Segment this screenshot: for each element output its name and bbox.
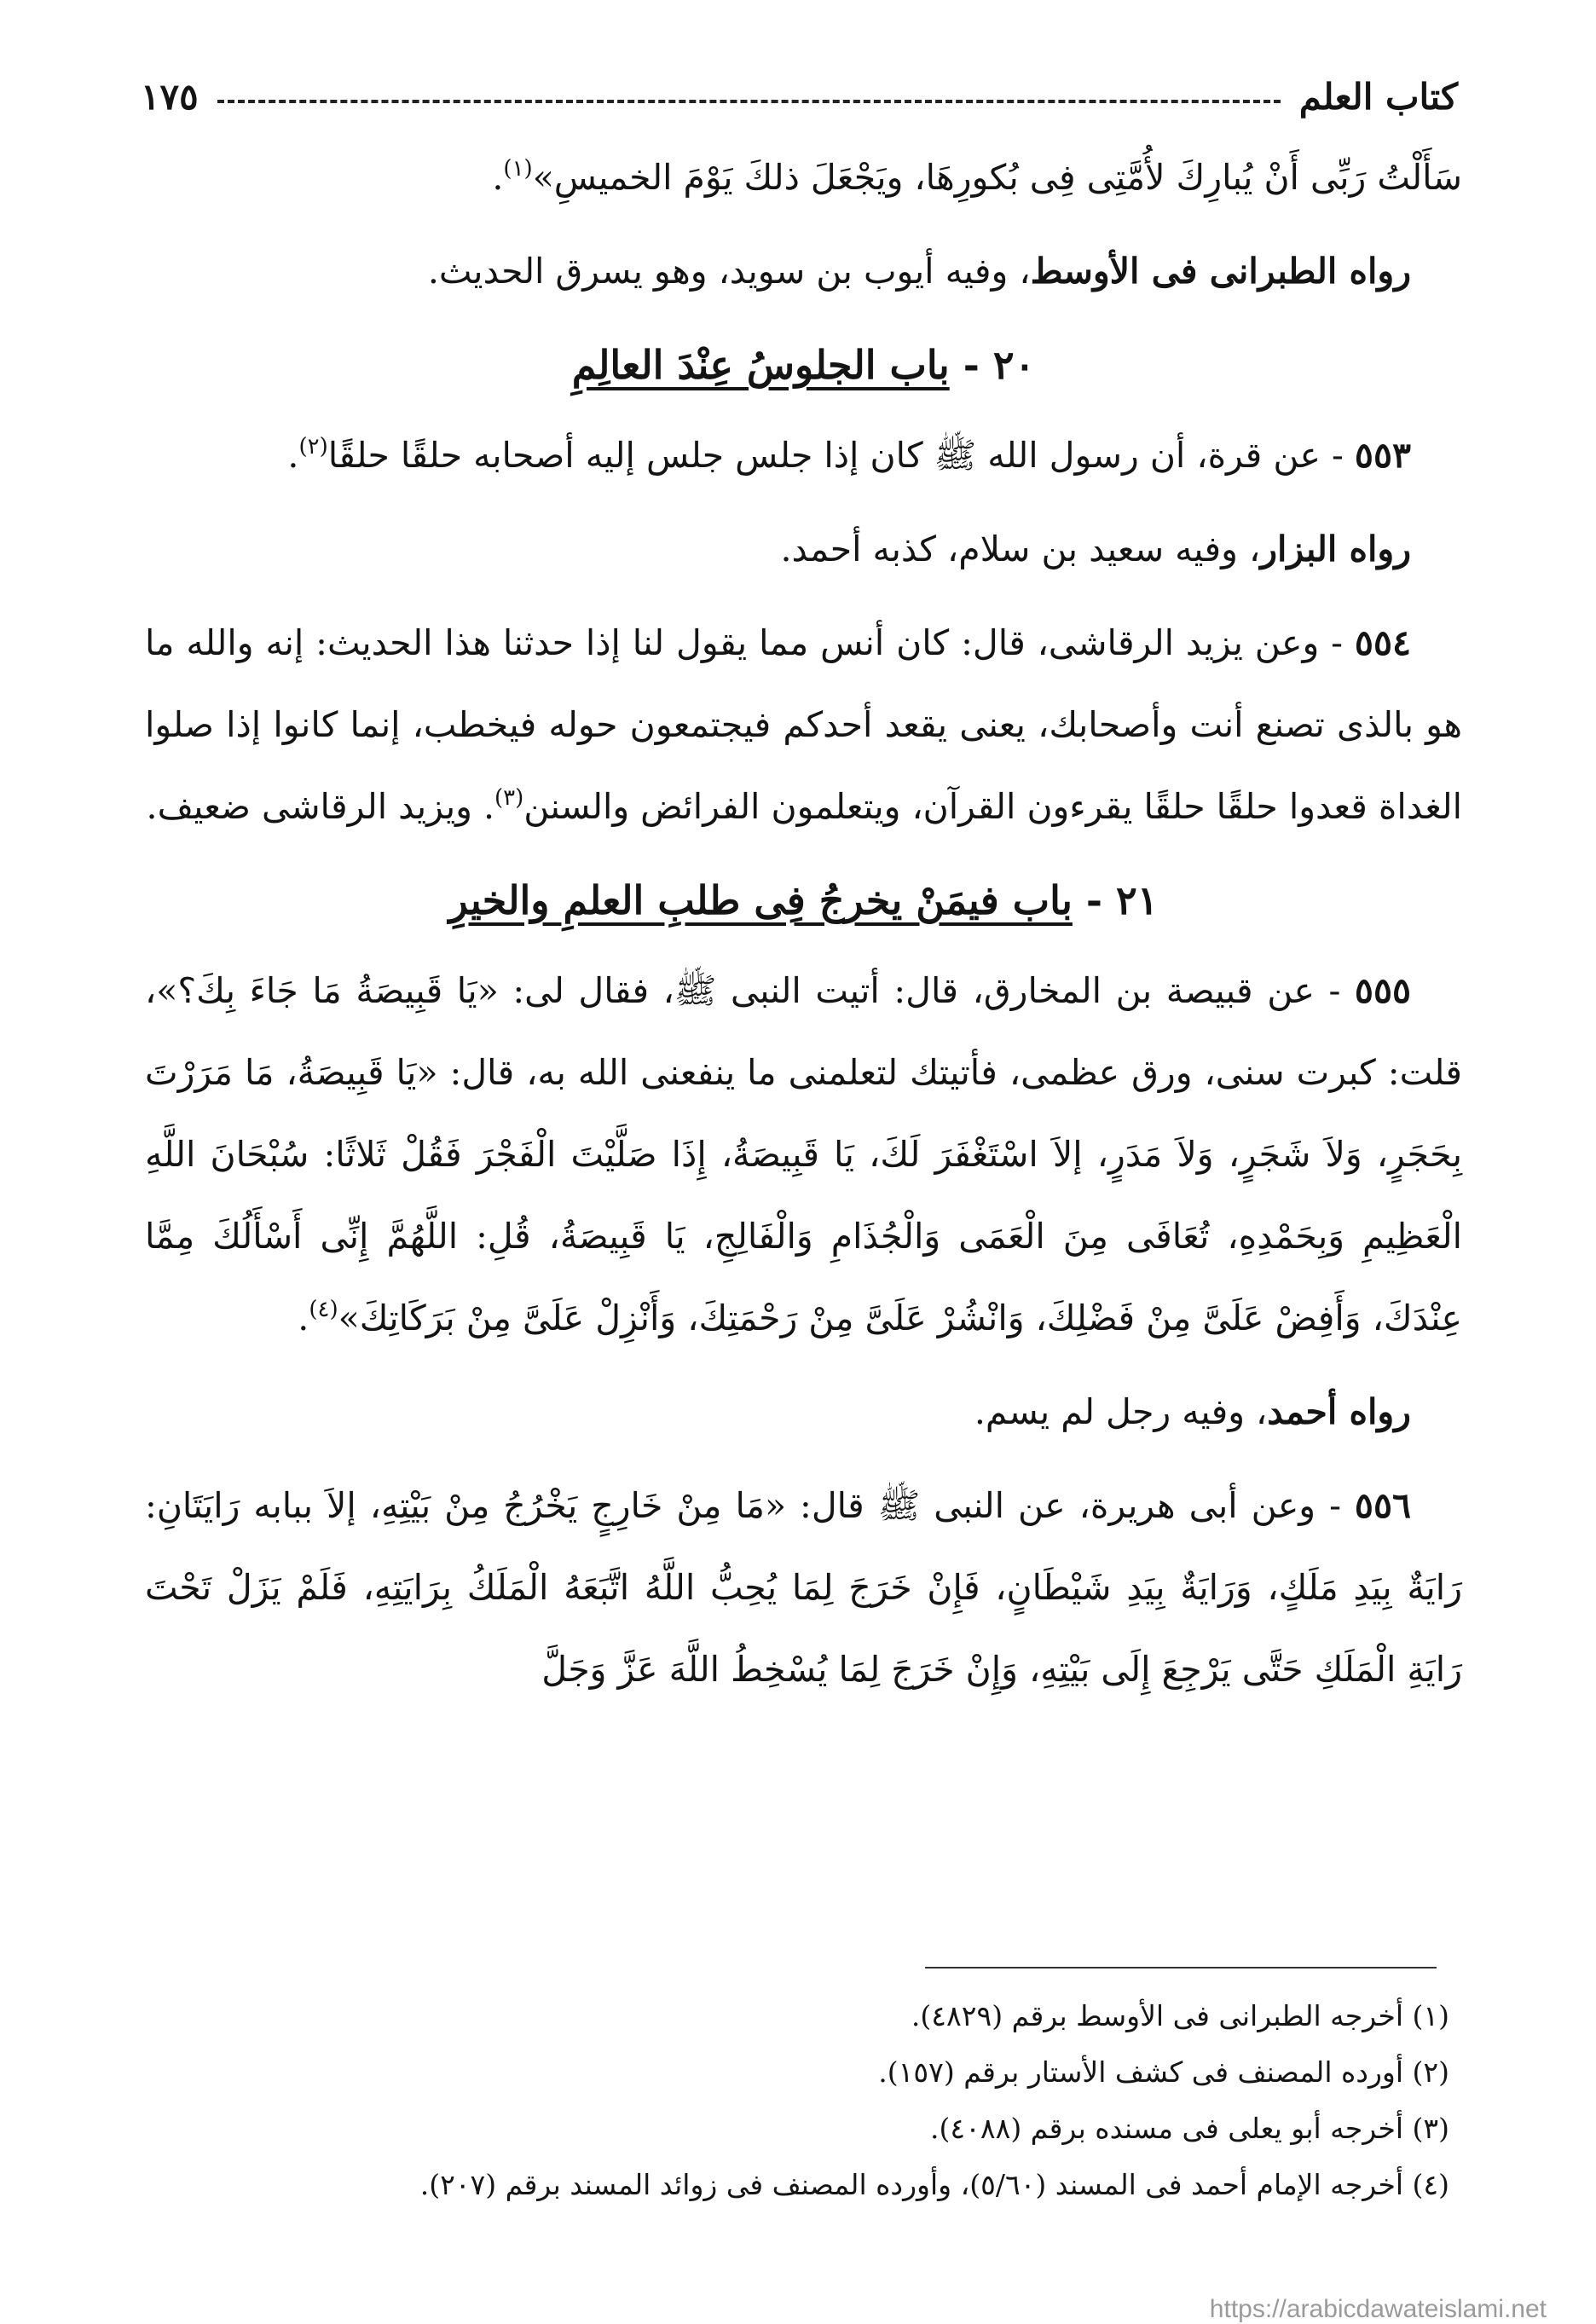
- hadith-text: - وعن أبى هريرة، عن النبى ﷺ قال: «مَا مِنْ خَارِجٍ يَخْرُجُ مِنْ بَيْتِهِ، إلاَ ببابه رَايَتَانِ: رَايَةٌ بِيَدِ مَلَكٍ، وَرَايَةٌ بِيَدِ شَيْطَانٍ، فَإِنْ خَرَجَ لِمَا يُحِبُّ اللَّهُ اتَّبَعَهُ الْمَلَكُ بِرَايَتِهِ، فَلَمْ يَزَلْ تَحْتَ رَايَةِ الْمَلَكِ حَتَّى يَرْجِعَ إِلَى بَيْتِهِ، وَإِنْ خَرَجَ لِمَا يُسْخِطُ اللَّهَ عَزَّ وَجَلَّ: [145, 1485, 1462, 1690]
- footnote-ref: (٤): [309, 1297, 338, 1322]
- footnote-ref: (٣): [494, 785, 524, 811]
- book-title: كتاب العلم: [1298, 75, 1458, 118]
- chapter-heading-21: [145, 859, 1462, 941]
- narration-source: رواه الطبرانى فى الأوسط: [1030, 251, 1411, 292]
- footnote-4: (٤) أخرجه الإمام أحمد فى المسند (٥/٦٠)، وأورده المصنف فى زوائد المسند برقم (٢٠٧).: [419, 2168, 1449, 2201]
- hadith-number: ٥٥٥: [1354, 970, 1411, 1011]
- footnote-3: (٣) أخرجه أبو يعلى فى مسنده برقم (٤٠٨٨).: [930, 2112, 1449, 2145]
- chapter-number: ٢١ -: [1072, 877, 1159, 923]
- hadith-number: ٥٥٣: [1354, 435, 1411, 476]
- hadith-number: ٥٥٤: [1354, 622, 1411, 663]
- hadith-553: [145, 414, 1462, 496]
- hadith-text: - عن قبيصة بن المخارق، قال: أتيت النبى ﷺ، فقال لى: «يَا قَبِيصَةُ مَا جَاءَ بِكَ؟»، قلت: كبرت سنى، ورق عظمى، فأتيتك لتعلمنى ما ينفعنى الله به، قال: «يَا قَبِيصَةُ، مَا مَرَرْتَ بِحَجَرٍ، وَلاَ شَجَرٍ، وَلاَ مَدَرٍ، إلاَ اسْتَغْفَرَ لَكَ، يَا قَبِيصَةُ، إِذَا صَلَّيْتَ الْفَجْرَ فَقُلْ ثَلاثًا: سُبْحَانَ اللَّهِ الْعَظِيمِ وَبِحَمْدِهِ، تُعَافَى مِنَ الْعَمَى وَالْجُذَامِ وَالْفَالِجِ، يَا قَبِيصَةُ، قُلِ: اللَّهُمَّ إِنِّى أَسْأَلُكَ مِمَّا عِنْدَكَ، وَأَفِضْ عَلَىَّ مِنْ فَضْلِكَ، وَانْشُرْ عَلَىَّ مِنْ رَحْمَتِكَ، وَأَنْزِلْ عَلَىَّ مِنْ بَرَكَاتِكَ»: [145, 970, 1462, 1338]
- hadith-text-end: .: [287, 435, 299, 476]
- footnote-2: (٢) أورده المصنف فى كشف الأستار برقم (١٥٧).: [878, 2055, 1449, 2089]
- narration-comment: ، وفيه أيوب بن سويد، وهو يسرق الحديث.: [427, 251, 1031, 292]
- hadith-554: [145, 602, 1462, 847]
- chapter-heading-20: [145, 324, 1462, 406]
- footnotes: [171, 1988, 1449, 2213]
- narration-note: [145, 508, 1462, 590]
- footnote-ref: (٢): [298, 434, 328, 460]
- chapter-title: باب فيمَنْ يخرجُ فِى طلبِ العلمِ والخيرِ: [448, 877, 1073, 923]
- narration-comment: ، وفيه سعيد بن سلام، كذبه أحمد.: [780, 529, 1261, 569]
- narration-note: [145, 230, 1462, 312]
- narration-note: [145, 1371, 1462, 1453]
- narration-source: رواه أحمد: [1267, 1391, 1411, 1432]
- narration-source: رواه البزار: [1260, 529, 1411, 569]
- hadith-text-end: .: [298, 1298, 309, 1338]
- hadith-number: ٥٥٦: [1354, 1485, 1411, 1526]
- page-header: [141, 66, 1458, 126]
- header-dashed-rule: [217, 100, 1281, 103]
- footnote-separator: [925, 1967, 1437, 1968]
- footnote-1: (١) أخرجه الطبرانى فى الأوسط برقم (٤٨٢٩).: [911, 1999, 1449, 2032]
- hadith-text-end: .: [492, 157, 504, 198]
- page-body: [145, 136, 1462, 1722]
- chapter-number: ٢٠ -: [949, 342, 1036, 388]
- hadith-text: - عن قرة، أن رسول الله ﷺ كان إذا جلس جلس إليه أصحابه حلقًا حلقًا: [327, 435, 1355, 476]
- hadith-text: سَأَلْتُ رَبِّى أَنْ يُبارِكَ لأُمَّتِى فِى بُكورِهَا، ويَجْعَلَ ذلكَ يَوْمَ الخميسِ»: [532, 157, 1462, 198]
- hadith-555: [145, 950, 1462, 1359]
- narration-comment: ، وفيه رجل لم يسم.: [974, 1391, 1268, 1432]
- page-number: ١٧٥: [141, 75, 199, 118]
- hadith-556: [145, 1465, 1462, 1710]
- chapter-title: باب الجلوسُ عِنْدَ العالِمِ: [571, 342, 950, 388]
- footnote-ref: (١): [503, 156, 533, 182]
- hadith-text: - وعن يزيد الرقاشى، قال: كان أنس مما يقول لنا إذا حدثنا هذا الحديث: إنه والله ما هو بالذى تصنع أنت وأصحابك، يعنى يقعد أحدكم فيجتمعون حوله فيخطب، إنما كانوا إذا صلوا الغداة قعدوا حلقًا حلقًا يقرءون القرآن، ويتعلمون الفرائض والسنن: [145, 622, 1462, 827]
- hadith-continuation: [145, 136, 1462, 218]
- watermark-url: https://arabicdawateislami.net: [1209, 2295, 1547, 2323]
- hadith-text-end: . ويزيد الرقاشى ضعيف.: [146, 786, 495, 827]
